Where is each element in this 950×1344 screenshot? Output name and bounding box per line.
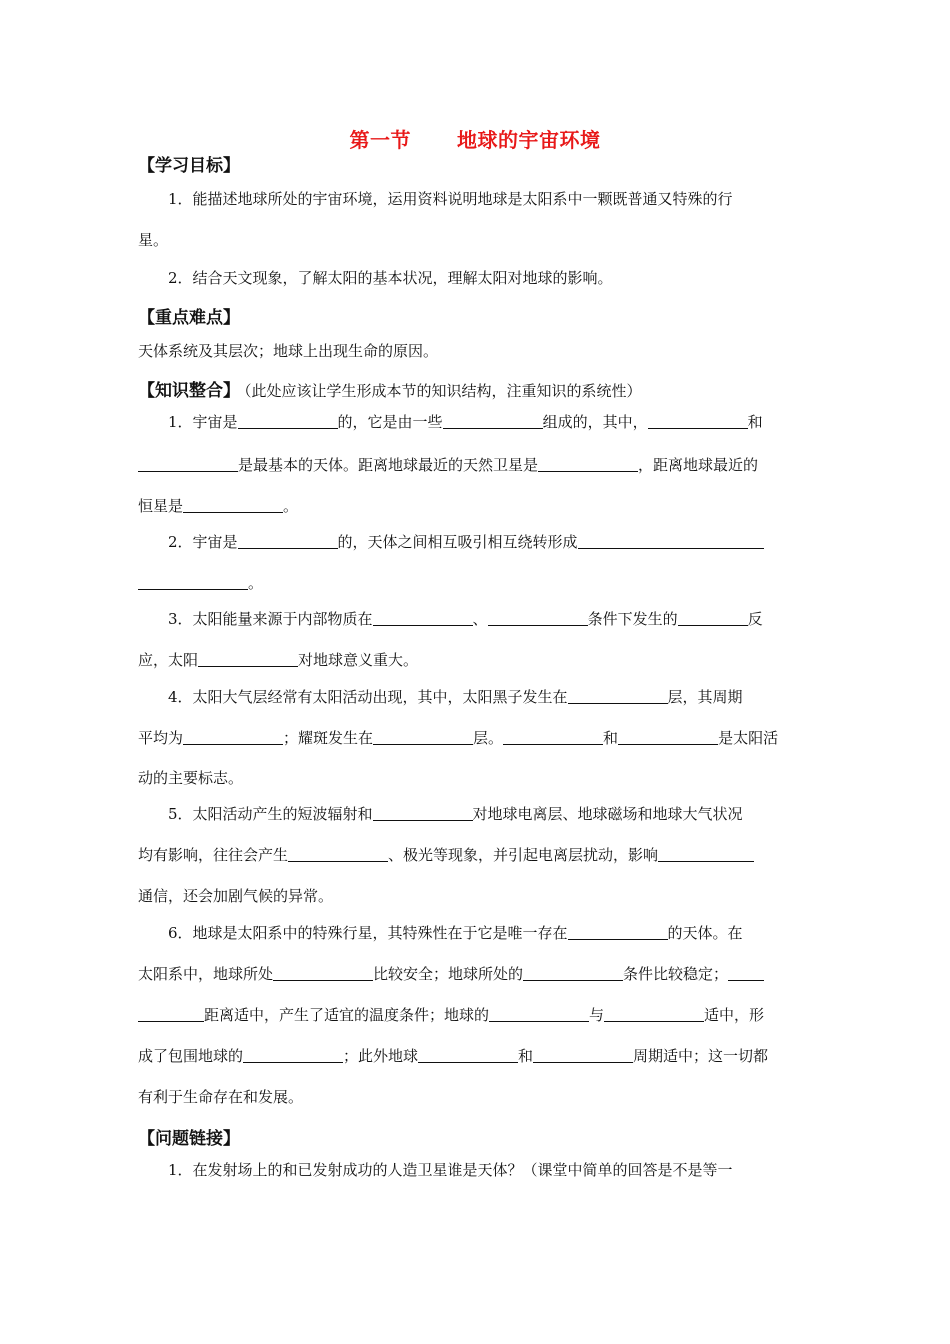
text-segment: 和 [518,1047,534,1065]
text-segment: 条件比较稳定； [623,965,729,983]
answer-blank[interactable] [443,413,543,429]
answer-blank[interactable] [678,610,748,626]
section-heading-question-links: 【问题链接】 [138,1129,240,1149]
text-segment: 层，其周期 [667,688,743,706]
text-segment: 条件下发生的 [587,610,678,628]
answer-blank[interactable] [238,533,338,549]
answer-blank[interactable] [373,610,473,626]
question-2-line-2 [138,573,263,593]
question-4-line-2 [138,728,778,748]
goal-1-line-1: 1．能描述地球所处的宇宙环境，运用资料说明地球是太阳系中一颗既普通又特殊的行 [168,190,733,208]
text-segment: ；此外地球 [343,1047,419,1065]
text-segment: 3．太阳能量来源于内部物质在 [168,610,373,628]
question-2-line-1 [168,532,764,552]
key-points-text: 天体系统及其层次；地球上出现生命的原因。 [138,342,439,360]
question-6-line-3 [138,1005,764,1025]
text-segment: ，距离地球最近的 [638,456,759,474]
answer-blank[interactable] [373,805,473,821]
question-1-line-2 [138,455,758,475]
text-segment: 、 [472,610,488,628]
text-segment: 成了包围地球的 [138,1047,244,1065]
text-segment: 4．太阳大气层经常有太阳活动出现，其中，太阳黑子发生在 [168,688,568,706]
text-segment: 是太阳活 [718,729,779,747]
text-segment: 适中，形 [704,1006,765,1024]
question-4-line-3: 动的主要标志。 [138,769,244,787]
text-segment: 是最基本的天体。距离地球最近的天然卫星是 [238,456,539,474]
text-segment: 均有影响，往往会产生 [138,846,289,864]
question-5-line-2 [138,845,754,865]
answer-blank[interactable] [618,729,718,745]
text-segment: 。 [248,574,264,592]
text-segment: 对地球电离层、地球磁场和地球大气状况 [472,805,743,823]
question-3-line-1 [168,609,763,629]
question-3-line-2 [138,650,418,670]
text-segment: 平均为 [138,729,184,747]
text-segment: 组成的，其中， [542,413,648,431]
answer-blank[interactable] [523,965,623,981]
answer-blank[interactable] [533,1047,633,1063]
text-segment: 和 [747,413,763,431]
answer-blank[interactable] [198,651,298,667]
question-6-line-2 [138,964,764,984]
answer-blank[interactable] [373,729,473,745]
goal-2: 2．结合天文现象，了解太阳的基本状况，理解太阳对地球的影响。 [168,269,613,287]
text-segment: 层。 [473,729,504,747]
text-segment: 5．太阳活动产生的短波辐射和 [168,805,373,823]
answer-blank[interactable] [489,1006,589,1022]
answer-blank[interactable] [288,846,388,862]
answer-blank[interactable] [273,965,373,981]
answer-blank[interactable] [418,1047,518,1063]
text-segment: 6．地球是太阳系中的特殊行星，其特殊性在于它是唯一存在 [168,924,568,942]
question-6-line-5: 有利于生命存在和发展。 [138,1088,304,1106]
text-segment: 应，太阳 [138,651,199,669]
answer-blank[interactable] [568,924,668,940]
page-title: 第一节 地球的宇宙环境 [349,128,601,152]
answer-blank[interactable] [728,965,764,981]
link-question-1: 1．在发射场上的和已发射成功的人造卫星谁是天体？（课堂中简单的回答是不是等一 [168,1161,733,1179]
answer-blank[interactable] [183,497,283,513]
text-segment: 对地球意义重大。 [298,651,419,669]
answer-blank[interactable] [538,456,638,472]
text-segment: 反 [747,610,763,628]
answer-blank[interactable] [138,574,248,590]
text-segment: 的天体。在 [667,924,743,942]
answer-blank[interactable] [604,1006,704,1022]
text-segment: 与 [589,1006,605,1024]
text-segment: 、极光等现象，并引起电离层扰动，影响 [388,846,659,864]
section-heading-key-points: 【重点难点】 [138,308,240,328]
text-segment: 恒星是 [138,497,184,515]
text-segment: 距离适中，产生了适宜的温度条件；地球的 [204,1006,490,1024]
answer-blank[interactable] [138,1006,204,1022]
answer-blank[interactable] [243,1047,343,1063]
question-1-line-1 [168,412,763,432]
answer-blank[interactable] [238,413,338,429]
answer-blank[interactable] [138,456,238,472]
answer-blank[interactable] [658,846,754,862]
section-heading-knowledge: 【知识整合】 （此处应该让学生形成本节的知识结构，注重知识的系统性） [138,381,642,401]
goal-1-line-2: 星。 [138,231,169,249]
text-segment: 1．宇宙是 [168,413,238,431]
answer-blank[interactable] [503,729,603,745]
text-segment: 周期适中；这一切都 [633,1047,769,1065]
text-segment: 比较安全；地球所处的 [373,965,524,983]
text-segment: ；耀斑发生在 [283,729,374,747]
section-heading-goals: 【学习目标】 [138,156,240,176]
text-segment: 和 [603,729,619,747]
text-segment: 2．宇宙是 [168,533,238,551]
question-5-line-3: 通信，还会加剧气候的异常。 [138,887,334,905]
text-segment: 的，天体之间相互吸引相互绕转形成 [337,533,578,551]
answer-blank[interactable] [183,729,283,745]
answer-blank[interactable] [648,413,748,429]
answer-blank[interactable] [578,533,764,549]
question-4-line-1 [168,687,743,707]
text-segment: 的，它是由一些 [337,413,443,431]
answer-blank[interactable] [488,610,588,626]
answer-blank[interactable] [568,688,668,704]
question-6-line-1 [168,923,743,943]
question-5-line-1 [168,804,743,824]
text-segment: 太阳系中，地球所处 [138,965,274,983]
question-6-line-4 [138,1046,768,1066]
question-1-line-3 [138,496,298,516]
text-segment: 。 [283,497,299,515]
